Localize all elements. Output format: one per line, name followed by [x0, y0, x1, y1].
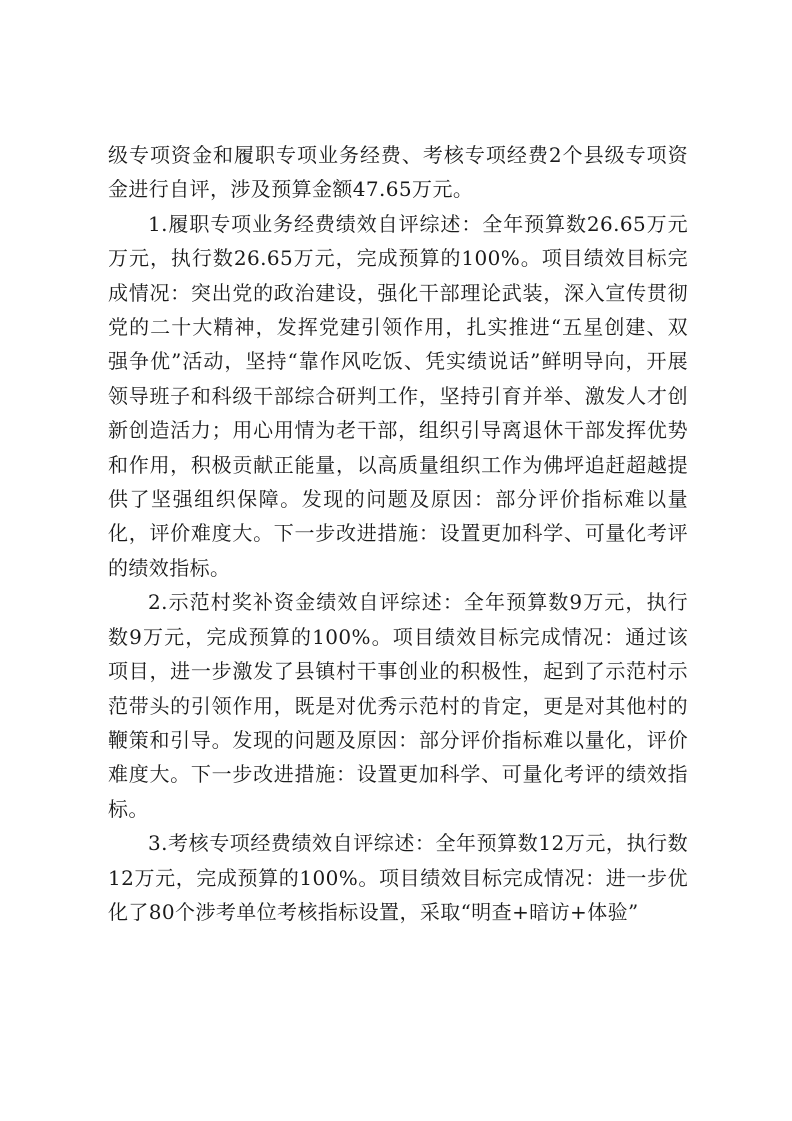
paragraph-intro-continuation: 级专项资金和履职专项业务经费、考核专项经费2个县级专项资金进行自评，涉及预算金额47.65万元。 — [108, 143, 688, 202]
paragraph-demonstration-village-funds: 2.示范村奖补资金绩效自评综述：全年预算数9万元，执行数9万元，完成预算的100%。项目绩效目标完成情况：通过该项目，进一步激发了县镇村干事创业的积极性，起到了示范村示范带头的引领作用，既是对优秀示范村的肯定，更是对其他村的鞭策和引导。发现的问题及原因：部分评价指标难以量化，评价难度大。下一步改进措施：设置更加科学、可量化考评的绩效指标。 — [108, 590, 688, 821]
paragraph-performance-duty-funds: 1.履职专项业务经费绩效自评综述：全年预算数26.65万元万元，执行数26.65万元，完成预算的100%。项目绩效目标完成情况：突出党的政治建设，强化干部理论武装，深入宣传贯彻党的二十大精神，发挥党建引领作用，扎实推进“五星创建、双强争优”活动，坚持“靠作风吃饭、凭实绩说话”鲜明导向，开展领导班子和科级干部综合研判工作，坚持引育并举、激发人才创新创造活力；用心用情为老干部，组织引导离退休干部发挥优势和作用，积极贡献正能量，以高质量组织工作为佛坪追赶超越提供了坚强组织保障。发现的问题及原因：部分评价指标难以量化，评价难度大。下一步改进措施：设置更加科学、可量化考评的绩效指标。 — [108, 211, 688, 580]
paragraph-assessment-funds: 3.考核专项经费绩效自评综述：全年预算数12万元，执行数12万元，完成预算的100%。项目绩效目标完成情况：进一步优化了80个涉考单位考核指标设置，采取“明查+暗访+体验” — [108, 831, 688, 924]
document-body — [108, 138, 688, 929]
